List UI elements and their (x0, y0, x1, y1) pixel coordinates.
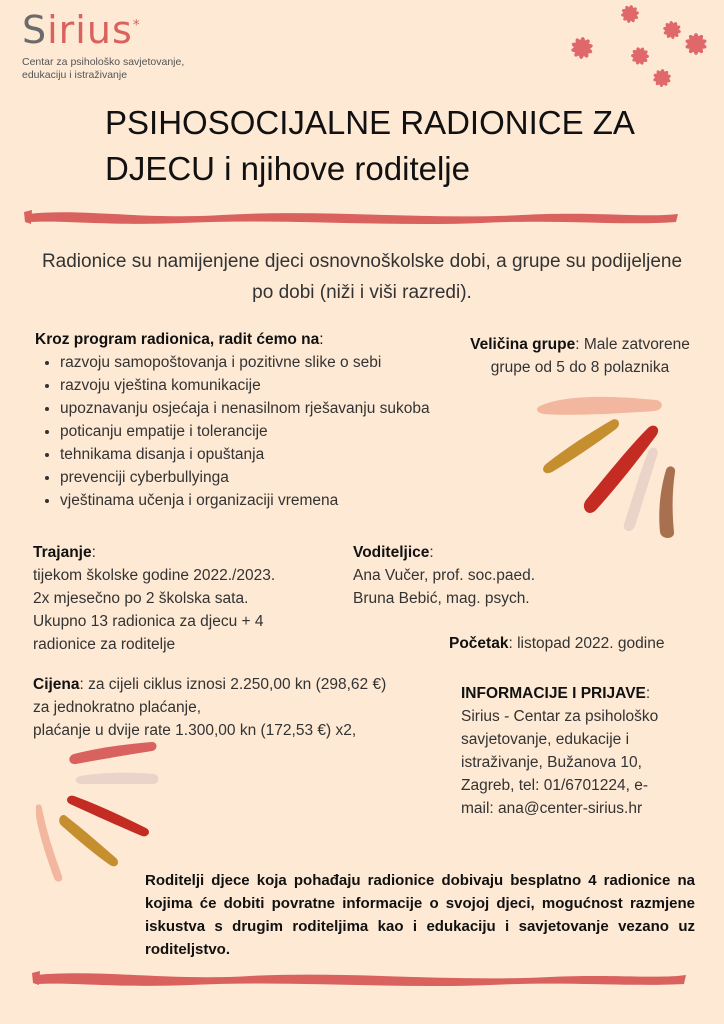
start-section (449, 632, 719, 655)
title-line: DJECU i njihove roditelje (105, 150, 470, 187)
price-line: za jednokratno plaćanje, (33, 699, 202, 716)
list-item: • vještinama učenja i organizaciji vremena (60, 489, 500, 512)
list-item: • razvoju samopoštovanja i pozitivne slike o sebi (60, 351, 500, 374)
logo-subtitle (22, 56, 222, 82)
info-line: Sirius - Centar za psihološko (461, 708, 659, 725)
page-title (105, 100, 705, 192)
price-section (33, 673, 433, 742)
start-text: : listopad 2022. godine (508, 635, 665, 652)
info-heading (461, 682, 701, 705)
duration-line: radionice za roditelje (33, 636, 176, 653)
paint-stroke-decoration (536, 392, 706, 542)
leader-name: Bruna Bebić, mag. psych. (353, 590, 530, 607)
logo-word-rest: irius (47, 8, 133, 52)
price-line: plaćanje u dvije rate 1.300,00 kn (172,53 €) x2, (33, 722, 357, 739)
leaders-section (353, 541, 653, 610)
start-label: Početak (449, 635, 509, 652)
logo-subtitle-line: edukaciju i istraživanje (22, 69, 128, 81)
list-item: • tehnikama disanja i opuštanja (60, 443, 500, 466)
duration-line: tijekom školske godine 2022./2023. (33, 567, 276, 584)
parents-note: Roditelji djece koja pohađaju radionice dobivaju besplatno 4 radionice na kojima će dobiti povratne informacije o svojoj djeci, mogućnost razmjene iskustva s drugim roditeljima kao i edukaciju i savjetovanje vezano uz roditeljstvo. (145, 872, 695, 958)
program-heading-colon: : (319, 331, 324, 348)
intro-text: Radionice su namijenjene djeci osnovnoškolske dobi, a grupe su podijeljene po dobi (niži i viši razredi). (41, 251, 683, 303)
info-line: istraživanje, Bužanova 10, (461, 754, 642, 771)
flower-star-icon (560, 0, 720, 100)
program-heading-label: Kroz program radionica, radit ćemo na (35, 331, 320, 348)
duration-label: Trajanje (33, 544, 92, 561)
duration-line: 2x mjesečno po 2 školska sata. (33, 590, 249, 607)
leaders-heading (353, 541, 653, 564)
list-item: • razvoju vještina komunikacije (60, 374, 500, 397)
group-size-label: Veličina grupe (470, 336, 576, 353)
info-section (461, 682, 701, 820)
program-heading (35, 331, 324, 349)
info-line: mail: ana@center-sirius.hr (461, 800, 643, 817)
info-colon: : (645, 685, 651, 702)
brush-stroke-divider (30, 963, 690, 993)
logo-letter-s: S (22, 8, 48, 52)
sirius-logo (22, 8, 141, 52)
logo-mark: * (132, 17, 141, 34)
duration-heading (33, 541, 333, 564)
duration-section (33, 541, 333, 656)
duration-line: Ukupno 13 radionica za djecu + 4 (33, 613, 264, 630)
title-line: PSIHOSOCIJALNE RADIONICE ZA (105, 104, 635, 141)
info-line: savjetovanje, edukacije i (461, 731, 630, 748)
leader-name: Ana Vučer, prof. soc.paed. (353, 567, 536, 584)
price-label: Cijena (33, 676, 80, 693)
logo-subtitle-line: Centar za psihološko savjetovanje, (22, 56, 185, 68)
duration-colon: : (91, 544, 96, 561)
list-item: • prevenciji cyberbullyinga (60, 466, 500, 489)
price-first-text: : za cijeli ciklus iznosi 2.250,00 kn (298,62 €) (79, 676, 387, 693)
group-size-text: : Male zatvorene grupe od 5 do 8 polaznika (490, 336, 690, 376)
leaders-colon: : (429, 544, 434, 561)
group-size (450, 333, 710, 379)
brush-stroke-divider (22, 200, 682, 230)
price-first-line (33, 673, 433, 696)
list-item: • upoznavanju osjećaja i nenasilnom rješavanju sukoba (60, 397, 500, 420)
paint-stroke-decoration (36, 738, 176, 888)
info-label: INFORMACIJE I PRIJAVE (461, 685, 646, 702)
leaders-label: Voditeljice (353, 544, 430, 561)
program-list (36, 351, 500, 512)
info-line: Zagreb, tel: 01/6701224, e- (461, 777, 648, 794)
list-item: • poticanju empatije i tolerancije (60, 420, 500, 443)
